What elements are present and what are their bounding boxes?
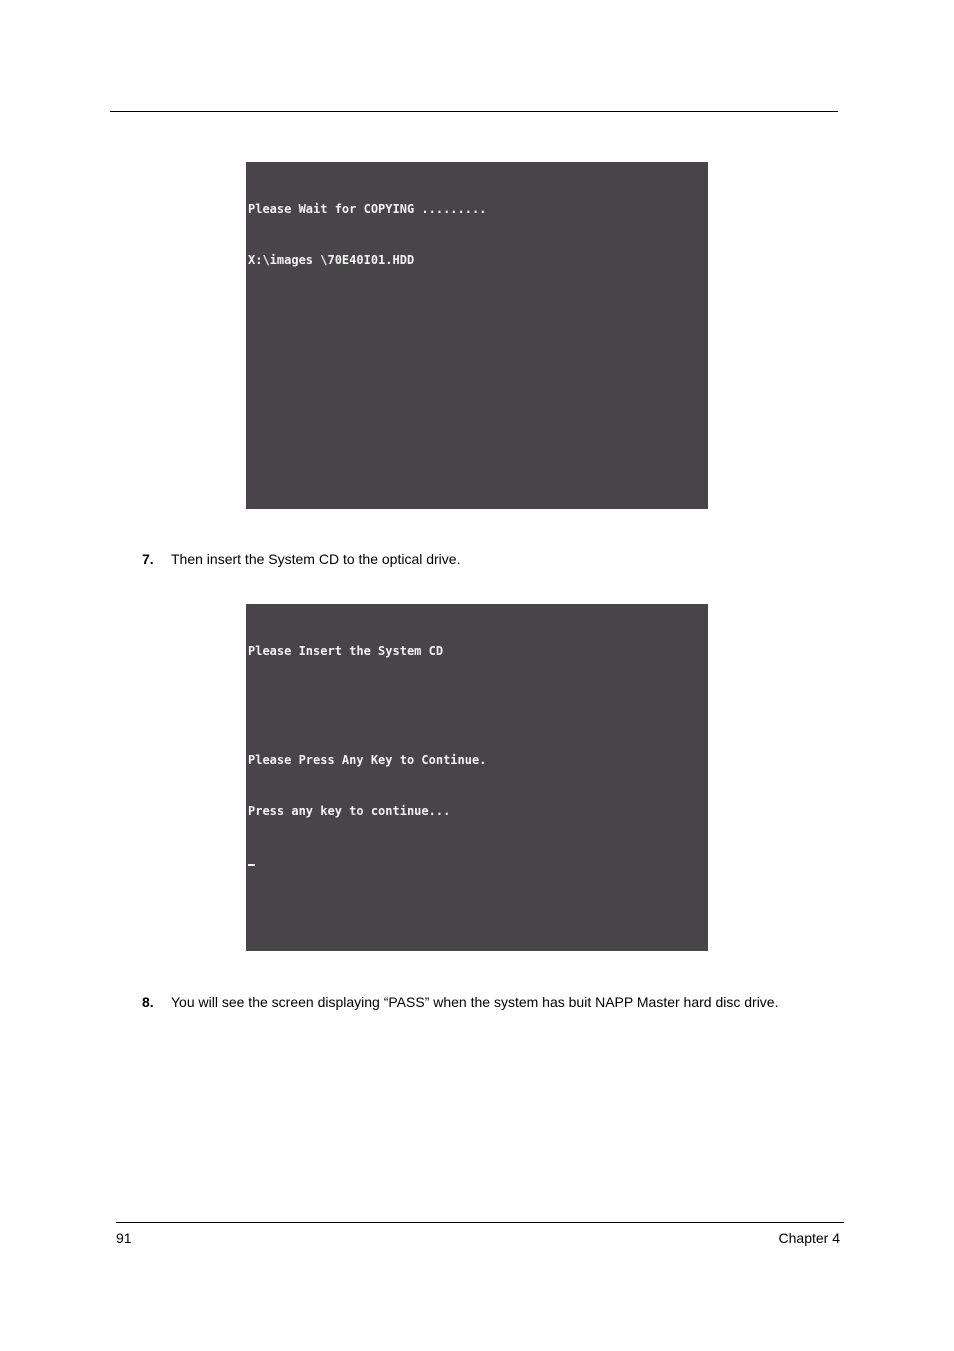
step-text: Then insert the System CD to the optical drive. <box>171 551 461 567</box>
console-line: X:\images \70E40I01.HDD <box>248 253 415 267</box>
console-line: Please Press Any Key to Continue. <box>248 753 487 767</box>
cursor-icon <box>248 864 255 866</box>
step-number: 7. <box>142 551 154 567</box>
chapter-label: Chapter 4 <box>778 1230 840 1246</box>
header-rule <box>110 111 838 112</box>
console-screenshot-insert-cd <box>246 604 708 951</box>
console-line: Press any key to continue... <box>248 804 451 818</box>
footer-rule <box>116 1222 844 1223</box>
console-blank-line <box>248 694 708 718</box>
console-line: Please Insert the System CD <box>248 644 444 658</box>
step-text: You will see the screen displaying “PASS” when the system has buit NAPP Master hard disc drive. <box>171 994 779 1010</box>
page-number: 91 <box>116 1230 132 1246</box>
console-line: Please Wait for COPYING ......... <box>248 202 487 216</box>
step-number: 8. <box>142 994 154 1010</box>
console-screenshot-copying <box>246 162 708 509</box>
